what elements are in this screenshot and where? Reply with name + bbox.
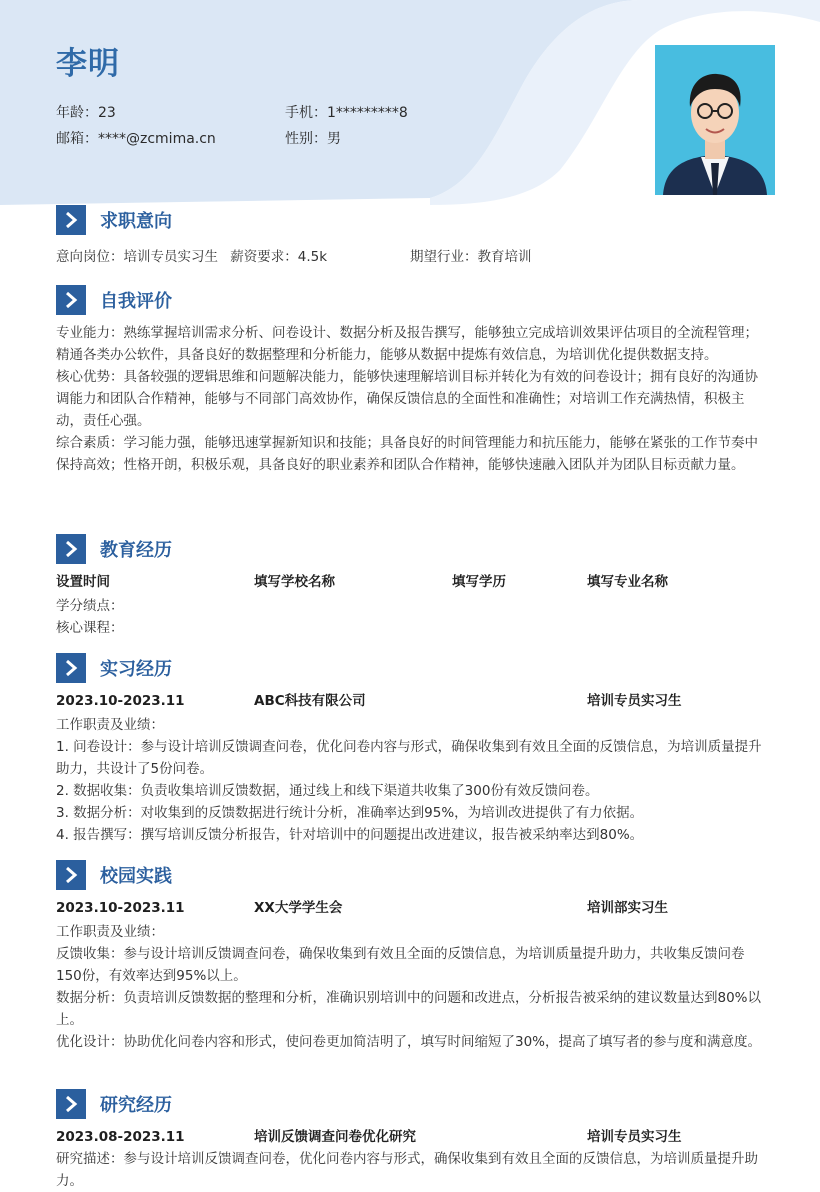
intent-position: 意向岗位：培训专员实习生 — [56, 249, 218, 265]
research-role: 培训专员实习生 — [587, 1129, 682, 1145]
internship-item: 4. 报告撰写：撰写培训反馈分析报告，针对培训中的问题提出改进建议，报告被采纳率达到80%。 — [56, 827, 644, 843]
self-evaluation — [56, 322, 768, 476]
campus-time: 2023.10-2023.11 — [56, 900, 185, 916]
phone-field: 手机：1*********8 — [285, 105, 408, 121]
internship-row — [56, 690, 766, 712]
campus-item: 数据分析：负责培训反馈数据的整理和分析，准确识别培训中的问题和改进点，分析报告被采纳的建议数量达到80%以上。 — [56, 990, 762, 1028]
section-title: 教育经历 — [100, 540, 172, 561]
profile-photo — [655, 45, 775, 195]
gender-field: 性别：男 — [285, 131, 341, 147]
section-intent-header — [56, 205, 172, 235]
section-campus-header — [56, 860, 172, 890]
intent-row — [56, 246, 766, 268]
intent-industry: 期望行业：教育培训 — [410, 249, 532, 265]
section-title: 实习经历 — [100, 659, 172, 680]
section-education-header — [56, 534, 172, 564]
campus-row — [56, 897, 766, 919]
chevron-right-icon — [56, 1089, 86, 1119]
self-paragraph: 综合素质：学习能力强，能够迅速掌握新知识和技能；具备良好的时间管理能力和抗压能力，能够在紧张的工作节奏中保持高效；性格开朗，积极乐观，具备良好的职业素养和团队合作精神，能够快速融入团队并为团队目标贡献力量。 — [56, 435, 758, 473]
campus-item: 优化设计：协助优化问卷内容和形式，使问卷更加简洁明了，填写时间缩短了30%，提高了填写者的参与度和满意度。 — [56, 1034, 762, 1050]
chevron-right-icon — [56, 285, 86, 315]
research-project: 培训反馈调查问卷优化研究 — [254, 1129, 416, 1145]
age-field: 年龄：23 — [56, 105, 116, 121]
campus-role: 培训部实习生 — [587, 900, 668, 916]
internship-role: 培训专员实习生 — [587, 693, 682, 709]
campus-item: 反馈收集：参与设计培训反馈调查问卷，确保收集到有效且全面的反馈信息，为培训质量提升助力，共收集反馈问卷150份，有效率达到95%以上。 — [56, 946, 745, 984]
education-degree: 填写学历 — [452, 574, 506, 590]
candidate-name: 李明 — [56, 46, 120, 82]
internship-time: 2023.10-2023.11 — [56, 693, 185, 709]
section-title: 求职意向 — [100, 211, 172, 232]
self-paragraph: 核心优势：具备较强的逻辑思维和问题解决能力，能够快速理解培训目标并转化为有效的问卷设计；拥有良好的沟通协调能力和团队合作精神，能够与不同部门高效协作，确保反馈信息的全面性和准确性；对培训工作充满热情，积极主动，责任心强。 — [56, 369, 758, 429]
internship-company: ABC科技有限公司 — [254, 693, 366, 709]
education-major: 填写专业名称 — [587, 574, 668, 590]
education-school: 填写学校名称 — [254, 574, 335, 590]
chevron-right-icon — [56, 534, 86, 564]
section-research-header — [56, 1089, 172, 1119]
internship-intro: 工作职责及业绩： — [56, 717, 164, 733]
section-title: 研究经历 — [100, 1095, 172, 1116]
campus-intro: 工作职责及业绩： — [56, 924, 164, 940]
education-gpa: 学分绩点： — [56, 598, 124, 614]
research-row — [56, 1126, 766, 1148]
education-time: 设置时间 — [56, 574, 110, 590]
internship-details — [56, 714, 768, 846]
chevron-right-icon — [56, 205, 86, 235]
self-paragraph: 专业能力：熟练掌握培训需求分析、问卷设计、数据分析及报告撰写，能够独立完成培训效果评估项目的全流程管理；精通各类办公软件，具备良好的数据整理和分析能力，能够从数据中提炼有效信息，为培训优化提供数据支持。 — [56, 325, 758, 363]
section-self-header — [56, 285, 172, 315]
research-time: 2023.08-2023.11 — [56, 1129, 185, 1145]
internship-item: 2. 数据收集：负责收集培训反馈数据，通过线上和线下渠道共收集了300份有效反馈问卷。 — [56, 783, 599, 799]
chevron-right-icon — [56, 860, 86, 890]
education-row — [56, 571, 766, 593]
campus-org: XX大学学生会 — [254, 900, 343, 916]
intent-salary: 薪资要求：4.5k — [230, 249, 328, 265]
research-details — [56, 1148, 768, 1189]
campus-details — [56, 921, 768, 1053]
section-title: 校园实践 — [100, 866, 172, 887]
email-field: 邮箱：****@zcmima.cn — [56, 131, 216, 147]
internship-item: 3. 数据分析：对收集到的反馈数据进行统计分析，准确率达到95%，为培训改进提供了有力依据。 — [56, 805, 644, 821]
section-internship-header — [56, 653, 172, 683]
section-title: 自我评价 — [100, 291, 172, 312]
chevron-right-icon — [56, 653, 86, 683]
research-desc: 研究描述：参与设计培训反馈调查问卷，优化问卷内容与形式，确保收集到有效且全面的反馈信息，为培训质量提升助力。 — [56, 1151, 758, 1189]
internship-item: 1. 问卷设计：参与设计培训反馈调查问卷，优化问卷内容与形式，确保收集到有效且全面的反馈信息，为培训质量提升助力，共设计了5份问卷。 — [56, 739, 762, 777]
education-courses: 核心课程： — [56, 620, 124, 636]
